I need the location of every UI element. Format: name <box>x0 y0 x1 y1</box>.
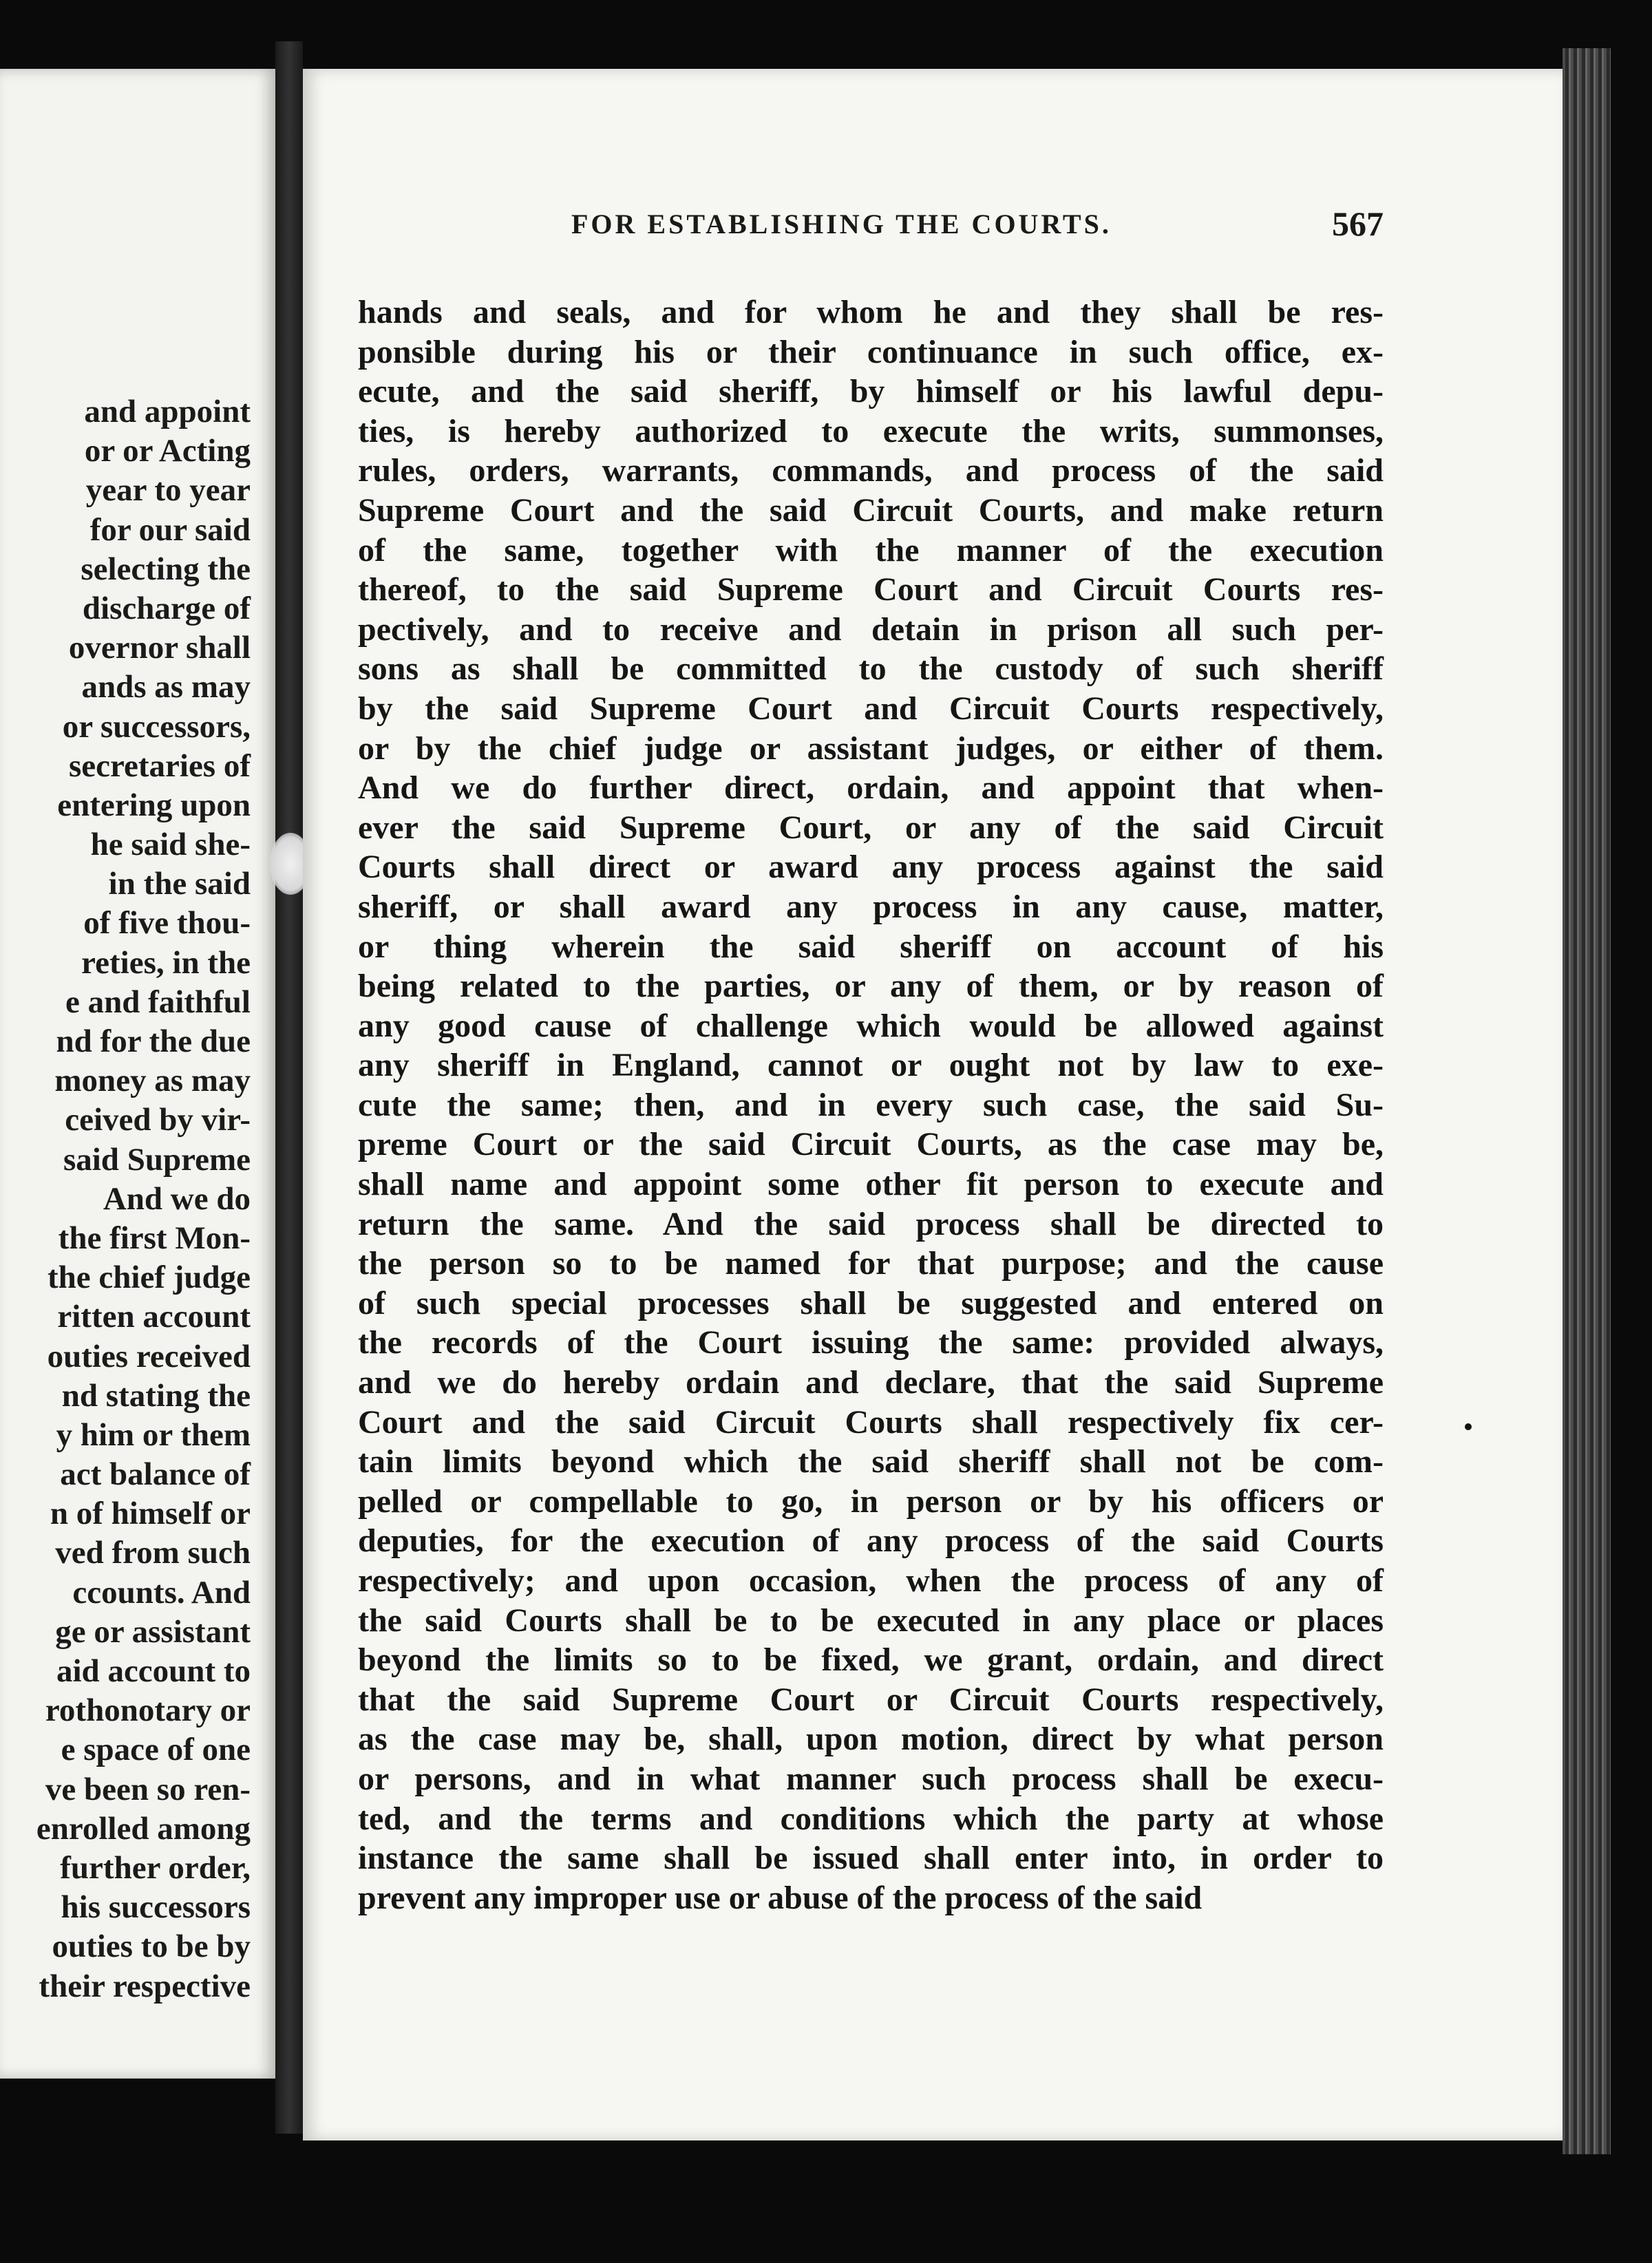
text-line: the person so to be named for that purpose; and the cause <box>358 1245 1384 1282</box>
text-line: rothonotary or <box>45 1692 251 1729</box>
text-line: further order, <box>60 1849 251 1886</box>
ink-speck <box>1465 1423 1472 1430</box>
text-line: ceived by vir- <box>65 1102 251 1138</box>
page-number: 567 <box>1332 204 1384 243</box>
text-line: cute the same; then, and in every such case, the said Su- <box>358 1086 1384 1123</box>
text-line: respectively; and upon occasion, when the process of any of <box>358 1562 1384 1599</box>
text-line: And we do <box>103 1180 251 1217</box>
left-page <box>0 69 275 2079</box>
text-line: or or Acting <box>84 433 251 469</box>
text-line: being related to the parties, or any of them, or by reason of <box>358 968 1384 1005</box>
text-line: ccounts. And <box>72 1574 251 1611</box>
text-line: thereof, to the said Supreme Court and Circuit Courts res- <box>358 571 1384 608</box>
text-line: nd for the due <box>56 1023 251 1059</box>
text-line: pectively, and to receive and detain in prison all such per- <box>358 610 1384 648</box>
text-line: he said she- <box>90 827 251 863</box>
text-line: secretaries of <box>68 747 251 784</box>
text-line: money as may <box>54 1063 251 1099</box>
text-line: ved from such <box>55 1535 251 1571</box>
text-line: sheriff, or shall award any process in any cause, matter, <box>358 888 1384 925</box>
text-line: Court and the said Circuit Courts shall respectively fix cer- <box>358 1403 1384 1441</box>
text-line: the first Mon- <box>58 1220 251 1256</box>
text-line: the records of the Court issuing the same: provided always, <box>358 1324 1384 1361</box>
text-line: Supreme Court and the said Circuit Courts, and make return <box>358 491 1384 529</box>
text-line: overnor shall <box>68 630 251 666</box>
text-line: rules, orders, warrants, commands, and process of the said <box>358 452 1384 489</box>
text-line: and appoint <box>84 394 251 429</box>
page-header <box>571 204 1384 256</box>
text-line: hands and seals, and for whom he and they shall be res- <box>358 294 1384 330</box>
text-line: any sheriff in England, cannot or ought not by law to exe- <box>358 1047 1384 1084</box>
text-line: sons as shall be committed to the custody of such sheriff <box>358 650 1384 688</box>
text-line: ands as may <box>81 669 251 705</box>
text-line: prevent any improper use or abuse of the process of the said <box>358 1879 1203 1916</box>
text-line: of such special processes shall be suggested and entered on <box>358 1284 1384 1321</box>
text-line: entering upon <box>57 787 251 823</box>
text-line: the chief judge <box>47 1260 251 1296</box>
text-line: for our said <box>89 511 251 548</box>
text-line: n of himself or <box>50 1496 251 1532</box>
text-line: instance the same shall be issued shall enter into, in order to <box>358 1840 1384 1877</box>
text-line: aid account to <box>56 1653 251 1689</box>
text-line: ponsible during his or their continuance in such office, ex- <box>358 333 1384 370</box>
text-line: or persons, and in what manner such process shall be execu- <box>358 1760 1384 1797</box>
text-line: by the said Supreme Court and Circuit Courts respectively, <box>358 690 1384 727</box>
text-line: act balance of <box>60 1456 251 1493</box>
text-line: ge or assistant <box>55 1613 251 1650</box>
text-line: the said Courts shall be to be executed in any place or places <box>358 1602 1384 1639</box>
text-line: And we do further direct, ordain, and appoint that when- <box>358 769 1384 807</box>
text-line: y him or them <box>56 1416 251 1453</box>
text-line: beyond the limits so to be fixed, we grant, ordain, and direct <box>358 1642 1384 1679</box>
text-line: pelled or compellable to go, in person or by his officers or <box>358 1483 1384 1520</box>
text-line: in the said <box>108 866 251 902</box>
text-line: selecting the <box>81 551 251 587</box>
page-edges <box>1563 48 1611 2154</box>
text-line: ritten account <box>57 1299 251 1335</box>
text-line: ever the said Supreme Court, or any of the said Circuit <box>358 809 1384 846</box>
text-line: e and faithful <box>65 984 251 1020</box>
text-line: e space of one <box>61 1732 251 1768</box>
text-line: and we do hereby ordain and declare, that the said Supreme <box>358 1364 1384 1401</box>
text-line: ties, is hereby authorized to execute the writs, summonses, <box>358 412 1384 449</box>
text-line: nd stating the <box>61 1377 251 1414</box>
text-line: ted, and the terms and conditions which the party at whose <box>358 1800 1384 1837</box>
running-head: FOR ESTABLISHING THE COURTS. <box>571 209 1112 240</box>
text-line: shall name and appoint some other fit person to execute and <box>358 1166 1384 1203</box>
text-line: his successors <box>61 1889 251 1926</box>
text-line: tain limits beyond which the said sheriff shall not be com- <box>358 1443 1384 1480</box>
text-line: deputies, for the execution of any process of the said Courts <box>358 1522 1384 1560</box>
text-line: return the same. And the said process shall be directed to <box>358 1205 1384 1242</box>
body-text <box>358 293 1384 1917</box>
text-line: as the case may be, shall, upon motion, direct by what person <box>358 1721 1384 1758</box>
text-line: or thing wherein the said sheriff on account of his <box>358 928 1384 965</box>
text-line: year to year <box>85 472 251 509</box>
text-line: enrolled among <box>36 1810 251 1847</box>
text-line: ecute, and the said sheriff, by himself or his lawful depu- <box>358 373 1384 410</box>
text-line: preme Court or the said Circuit Courts, as the case may be, <box>358 1126 1384 1163</box>
text-line: outies to be by <box>52 1929 251 1965</box>
text-line: of five thou- <box>83 905 251 942</box>
text-line: reties, in the <box>81 944 251 981</box>
text-line: that the said Supreme Court or Circuit Courts respectively, <box>358 1681 1384 1718</box>
book-gutter <box>275 41 303 2134</box>
left-page-text <box>0 392 251 2006</box>
text-line: of the same, together with the manner of the execution <box>358 531 1384 569</box>
text-line: their respective <box>39 1968 251 2004</box>
text-line: discharge of <box>82 590 251 626</box>
text-line: Courts shall direct or award any process against the said <box>358 849 1384 886</box>
text-line: outies received <box>47 1338 251 1374</box>
text-line: any good cause of challenge which would be allowed against <box>358 1007 1384 1044</box>
text-line: ve been so ren- <box>45 1771 251 1807</box>
text-line: said Supreme <box>63 1141 251 1178</box>
text-line: or successors, <box>62 708 251 745</box>
text-line: or by the chief judge or assistant judges, or either of them. <box>358 730 1384 767</box>
